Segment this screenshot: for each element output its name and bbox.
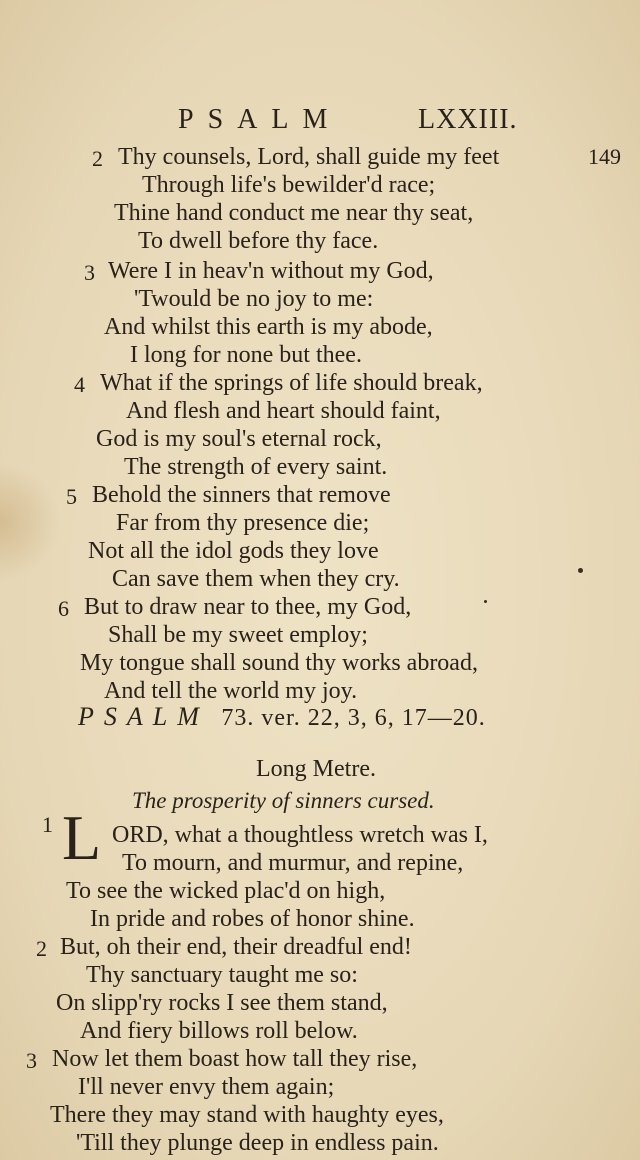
verse-line: Behold the sinners that remove [92, 482, 391, 508]
drop-cap: L [62, 802, 102, 873]
verse-line: Not all the idol gods they love [88, 538, 379, 564]
verse-line: In pride and robes of honor shine. [90, 906, 415, 932]
verse-number: 2 [36, 936, 47, 961]
page-number: 149 [588, 144, 621, 169]
psalm-heading [78, 702, 486, 732]
verse-line: Shall be my sweet employ; [108, 622, 368, 648]
psalm-heading-reference: 73. ver. 22, 3, 6, 17—20. [221, 705, 486, 731]
verse-line: 'Twould be no joy to me: [134, 286, 374, 312]
verse-line: Through life's bewilder'd race; [142, 172, 436, 198]
verse-line: Thy sanctuary taught me so: [86, 962, 358, 988]
verse-line: And flesh and heart should faint, [126, 398, 441, 424]
verse-line: My tongue shall sound thy works abroad, [80, 650, 478, 676]
verse-number: 5 [66, 484, 77, 509]
verse-line: Thy counsels, Lord, shall guide my feet [118, 144, 500, 170]
verse-line: Far from thy presence die; [116, 510, 370, 536]
ink-speck [578, 568, 583, 573]
verse-line: And whilst this earth is my abode, [104, 314, 433, 340]
running-title: PSALM [178, 104, 342, 135]
verse-line: To mourn, and murmur, and repine, [122, 850, 464, 876]
verse-line: God is my soul's eternal rock, [96, 426, 382, 452]
verse-line: I long for none but thee. [130, 342, 362, 368]
verse-line: On slipp'ry rocks I see them stand, [56, 990, 388, 1016]
verse-line: To see the wicked plac'd on high, [66, 878, 386, 904]
verse-line: Were I in heav'n without my God, [108, 258, 434, 284]
verse-line: ORD, what a thoughtless wretch was I, [112, 822, 488, 848]
verse-line: To dwell before thy face. [138, 228, 379, 254]
ink-speck [484, 600, 487, 603]
verse-line: And fiery billows roll below. [80, 1018, 358, 1044]
verse-line: Thine hand conduct me near thy seat, [114, 200, 474, 226]
verse-line: Now let them boast how tall they rise, [52, 1046, 418, 1072]
verse-line: But, oh their end, their dreadful end! [60, 934, 412, 960]
verse-line: There they may stand with haughty eyes, [50, 1102, 444, 1128]
verse-line: I'll never envy them again; [78, 1074, 335, 1100]
verse-number: 2 [92, 146, 103, 171]
verse-line: 'Till they plunge deep in endless pain. [76, 1130, 439, 1156]
psalm-subtitle: The prosperity of sinners cursed. [132, 788, 435, 813]
verse-line: And tell the world my joy. [104, 678, 358, 704]
verse-number: 3 [26, 1048, 37, 1073]
verse-line: What if the springs of life should break, [100, 370, 483, 396]
verse-line: The strength of every saint. [124, 454, 388, 480]
verse-number: 4 [74, 372, 85, 397]
psalm-heading-word: PSALM [78, 702, 209, 731]
metre-label: Long Metre. [256, 756, 376, 782]
verse-line: Can save them when they cry. [112, 566, 400, 592]
running-psalm-number: LXXIII. [418, 104, 518, 135]
verse-number: 1 [42, 812, 53, 837]
verse-line: But to draw near to thee, my God, [84, 594, 412, 620]
verse-number: 3 [84, 260, 95, 285]
verse-number: 6 [58, 596, 69, 621]
